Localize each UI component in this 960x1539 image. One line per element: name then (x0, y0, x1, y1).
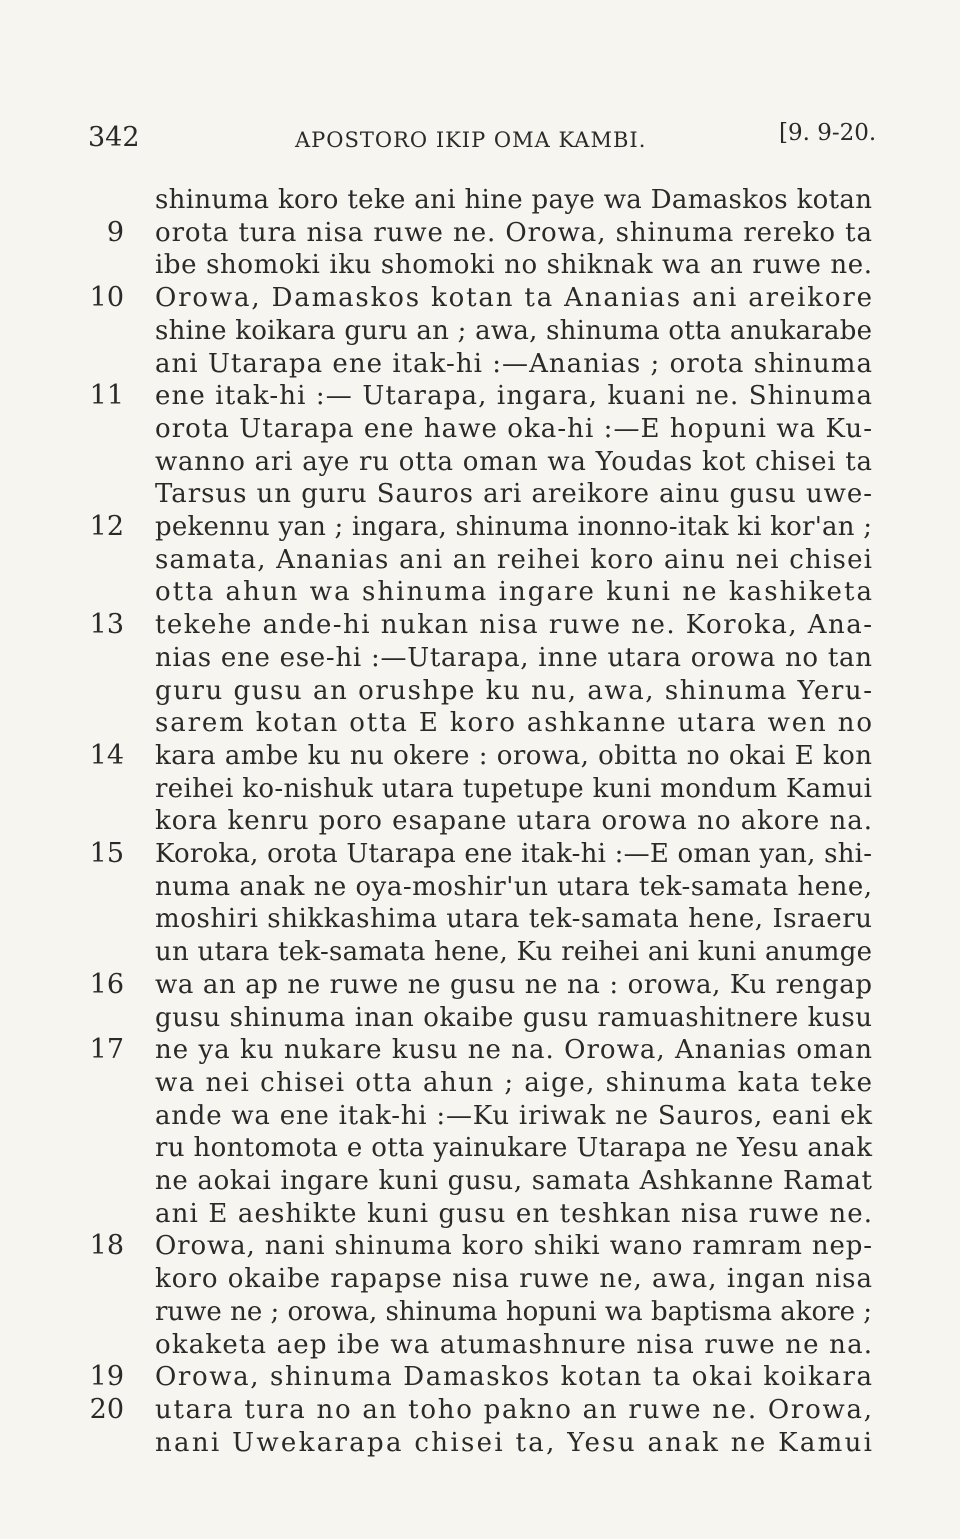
line-text: kara ambe ku nu okere : orowa, obitta no okai E kon (155, 740, 873, 771)
line-text: reihei ko-nishuk utara tupetupe kuni mondum Kamui (155, 773, 873, 804)
line-text: shine koikara guru an ; awa, shinuma otta anukarabe (155, 315, 873, 346)
text-line (0, 1165, 960, 1198)
text-line (0, 184, 960, 217)
line-text: Orowa, shinuma Damaskos kotan ta okai koikara (155, 1362, 874, 1393)
text-line (0, 838, 960, 871)
text-line (0, 249, 960, 282)
line-text: Koroka, orota Utarapa ene itak-hi :—E oman yan, shi- (155, 839, 873, 869)
text-line (0, 871, 960, 904)
line-text: ande wa ene itak-hi :—Ku iriwak ne Sauros, eani ek (155, 1100, 873, 1131)
verse-number: 15 (89, 838, 124, 869)
text-line (0, 1132, 960, 1165)
line-text: pekennu yan ; ingara, shinuma inonno-itak ki kor'an ; (155, 512, 873, 542)
text-line (0, 1263, 960, 1296)
line-text: ne ya ku nukare kusu ne na. Orowa, Ananias oman (155, 1035, 874, 1066)
text-line (0, 903, 960, 936)
line-text: guru gusu an orushpe ku nu, awa, shinuma Yeru- (155, 675, 874, 706)
line-text: Orowa, nani shinuma koro shiki wano ramram nep- (155, 1231, 873, 1262)
line-text: ne aokai ingare kuni gusu, samata Ashkanne Ramat (155, 1166, 873, 1196)
line-text: nias ene ese-hi :—Utarapa, inne utara orowa no tan (155, 642, 873, 673)
line-text: ene itak-hi :— Utarapa, ingara, kuani ne. Shinuma (155, 381, 874, 412)
text-line (0, 282, 960, 315)
verse-number: 14 (89, 739, 124, 771)
running-head (0, 118, 960, 158)
line-text: otta ahun wa shinuma ingare kuni ne kashiketa (155, 577, 875, 608)
verse-number: 11 (89, 380, 124, 412)
text-line (0, 478, 960, 511)
text-line (0, 446, 960, 479)
text-line (0, 1100, 960, 1133)
running-title: APOSTORO IKIP OMA KAMBI. (295, 128, 647, 152)
verse-number: 16 (89, 968, 124, 1000)
line-text: ani E aeshikte kuni gusu en teshkan nisa ruwe ne. (155, 1198, 874, 1229)
line-text: moshiri shikkashima utara tek-samata hene, Israeru (155, 904, 873, 935)
line-text: ibe shomoki iku shomoki no shiknak wa an ruwe ne. (155, 250, 873, 281)
text-line (0, 1329, 960, 1362)
text-line (0, 544, 960, 577)
chapter-verse-reference: [9. 9-20. (779, 120, 877, 146)
verse-number: 17 (89, 1034, 124, 1066)
line-text: Tarsus un guru Sauros ari areikore ainu gusu uwe- (155, 479, 873, 510)
line-text: ruwe ne ; orowa, shinuma hopuni wa baptisma akore ; (155, 1296, 872, 1327)
page-number: 342 (88, 122, 140, 153)
text-line (0, 805, 960, 838)
text-line (0, 576, 960, 609)
text-line (0, 348, 960, 381)
text-line (0, 936, 960, 969)
line-text: wanno ari aye ru otta oman wa Youdas kot chisei ta (155, 446, 873, 477)
text-line (0, 707, 960, 740)
text-line (0, 1427, 960, 1460)
line-text: wa an ap ne ruwe ne gusu ne na : orowa, Ku rengap (155, 969, 873, 1000)
text-line (0, 773, 960, 806)
line-text: shinuma koro teke ani hine paye wa Damaskos kotan (155, 185, 873, 215)
line-text: numa anak ne oya-moshir'un utara tek-samata hene, (155, 871, 873, 902)
verse-number: 19 (89, 1361, 124, 1393)
verse-number: 18 (89, 1230, 124, 1262)
verse-number: 13 (89, 609, 124, 641)
text-line (0, 1198, 960, 1231)
line-text: orota tura nisa ruwe ne. Orowa, shinuma rereko ta (155, 217, 873, 248)
text-line (0, 1361, 960, 1394)
text-line (0, 511, 960, 544)
text-line (0, 217, 960, 250)
text-line (0, 413, 960, 446)
line-text: samata, Ananias ani an reihei koro ainu nei chisei (155, 544, 874, 575)
verse-number: 9 (106, 216, 124, 248)
text-line (0, 740, 960, 773)
line-text: ru hontomota e otta yainukare Utarapa ne Yesu anak (155, 1133, 873, 1164)
verse-number: 12 (89, 511, 124, 542)
line-text: kora kenru poro esapane utara orowa no akore na. (155, 806, 873, 837)
text-line (0, 609, 960, 642)
text-line (0, 1002, 960, 1035)
line-text: utara tura no an toho pakno an ruwe ne. Orowa, (155, 1394, 874, 1425)
text-line (0, 315, 960, 348)
text-line (0, 969, 960, 1002)
line-text: sarem kotan otta E koro ashkanne utara wen no (155, 708, 874, 739)
line-text: orota Utarapa ene hawe oka-hi :—E hopuni wa Ku- (155, 413, 874, 444)
text-line (0, 1296, 960, 1329)
line-text: ani Utarapa ene itak-hi :—Ananias ; orota shinuma (155, 348, 874, 379)
text-line (0, 1067, 960, 1100)
text-line (0, 1394, 960, 1427)
line-text: Orowa, Damaskos kotan ta Ananias ani areikore (155, 283, 874, 314)
line-text: nani Uwekarapa chisei ta, Yesu anak ne Kamui (155, 1427, 875, 1458)
line-text: wa nei chisei otta ahun ; aige, shinuma kata teke (155, 1067, 874, 1098)
line-text: un utara tek-samata hene, Ku reihei ani kuni anumge (155, 937, 873, 968)
text-line (0, 1230, 960, 1263)
text-line (0, 675, 960, 708)
verse-number: 20 (89, 1393, 124, 1425)
line-text: gusu shinuma inan okaibe gusu ramuashitnere kusu (155, 1002, 873, 1033)
text-line (0, 1034, 960, 1067)
verse-number: 10 (89, 282, 124, 314)
line-text: koro okaibe rapapse nisa ruwe ne, awa, ingan nisa (155, 1264, 873, 1295)
text-line (0, 642, 960, 675)
text-line (0, 380, 960, 413)
line-text: okaketa aep ibe wa atumashnure nisa ruwe ne na. (155, 1329, 874, 1360)
line-text: tekehe ande-hi nukan nisa ruwe ne. Koroka, Ana- (155, 610, 874, 641)
